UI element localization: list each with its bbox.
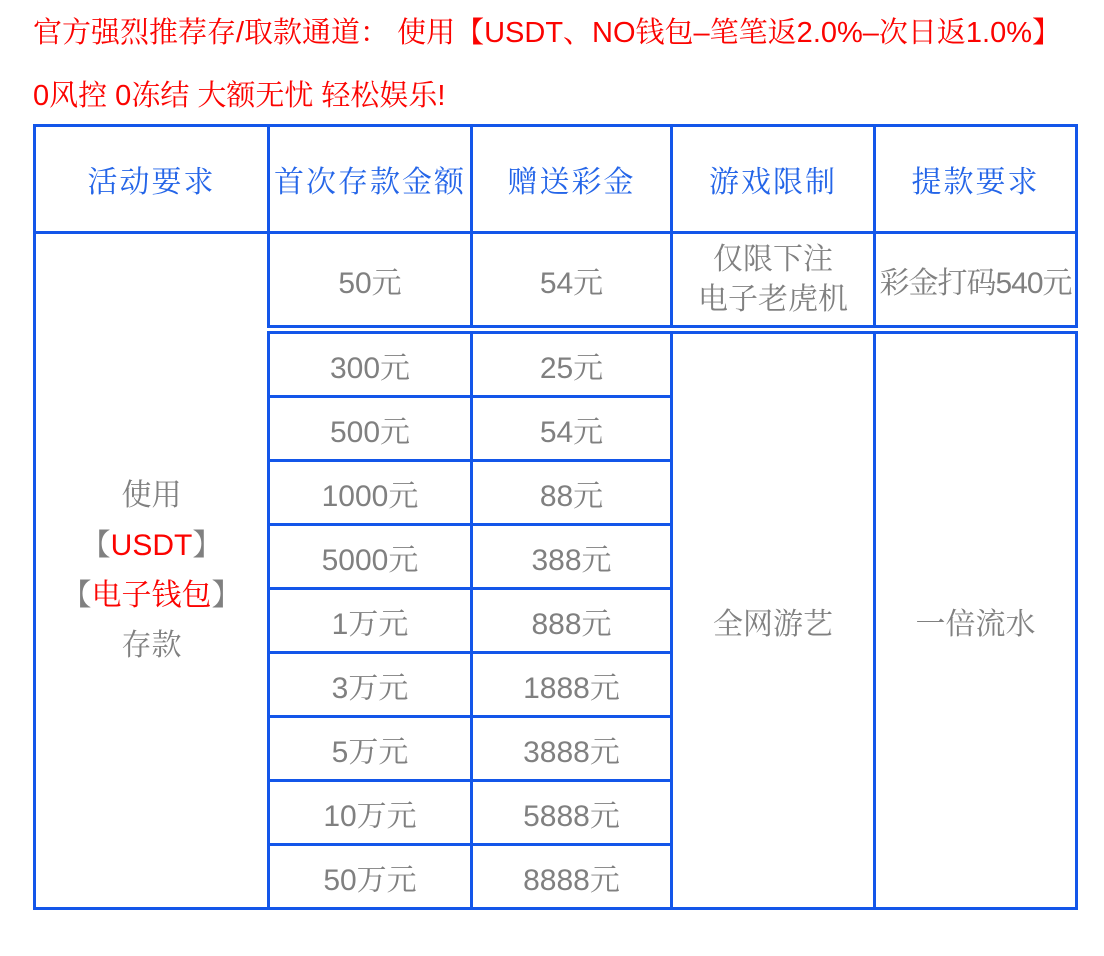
deposit-amount-cell: 50元: [269, 233, 472, 330]
header-first-deposit-amount: 首次存款金额: [269, 126, 472, 233]
bonus-cell: 54元: [472, 397, 672, 461]
game-limit-line-1: 仅限下注: [713, 242, 833, 276]
deposit-amount-cell: 5万元: [269, 717, 472, 781]
deposit-bonus-table: [33, 124, 1078, 910]
activity-line-usdt: [36, 521, 267, 571]
bonus-cell: 888元: [472, 589, 672, 653]
bonus-cell: 5888元: [472, 781, 672, 845]
bonus-cell: 1888元: [472, 653, 672, 717]
banner-line-2: 0风控 0冻结 大额无忧 轻松娱乐!: [33, 80, 446, 113]
activity-line-wallet: [36, 571, 267, 621]
game-limit-cell: [672, 233, 875, 330]
bonus-cell: 3888元: [472, 717, 672, 781]
bonus-cell: 54元: [472, 233, 672, 330]
activity-line-use: 使用: [121, 478, 182, 512]
ewallet-label: 电子钱包: [91, 578, 212, 612]
deposit-amount-cell: 50万元: [269, 845, 472, 909]
bracket-open: 【: [80, 528, 111, 562]
bracket-close: 】: [192, 528, 223, 562]
usdt-label: USDT: [110, 528, 193, 562]
activity-line-deposit: 存款: [121, 628, 182, 662]
bracket-open: 【: [61, 578, 92, 612]
bonus-cell: 8888元: [472, 845, 672, 909]
table-row-tier-1: [35, 233, 1077, 330]
activity-requirement-cell: [35, 233, 269, 909]
header-withdraw-requirement: 提款要求: [875, 126, 1077, 233]
withdraw-requirement-cell: 彩金打码540元: [875, 233, 1077, 330]
bonus-cell: 88元: [472, 461, 672, 525]
table-header-row: [35, 126, 1077, 233]
deposit-amount-cell: 5000元: [269, 525, 472, 589]
withdraw-merged-cell: 一倍流水: [875, 330, 1077, 909]
banner-line-1: 官方强烈推荐存/取款通道： 使用【USDT、NO钱包–笔笔返2.0%–次日返1.0%】: [33, 17, 1062, 49]
deposit-amount-cell: 1万元: [269, 589, 472, 653]
promo-banner: [33, 14, 1104, 116]
deposit-amount-cell: 500元: [269, 397, 472, 461]
header-game-limit: 游戏限制: [672, 126, 875, 233]
bonus-cell: 25元: [472, 330, 672, 397]
deposit-amount-cell: 10万元: [269, 781, 472, 845]
deposit-amount-cell: 300元: [269, 330, 472, 397]
bracket-close: 】: [211, 578, 242, 612]
bonus-cell: 388元: [472, 525, 672, 589]
deposit-amount-cell: 3万元: [269, 653, 472, 717]
header-bonus: 赠送彩金: [472, 126, 672, 233]
game-limit-merged-cell: 全网游艺: [672, 330, 875, 909]
deposit-amount-cell: 1000元: [269, 461, 472, 525]
game-limit-line-2: 电子老虎机: [698, 282, 848, 316]
header-activity-requirement: 活动要求: [35, 126, 269, 233]
